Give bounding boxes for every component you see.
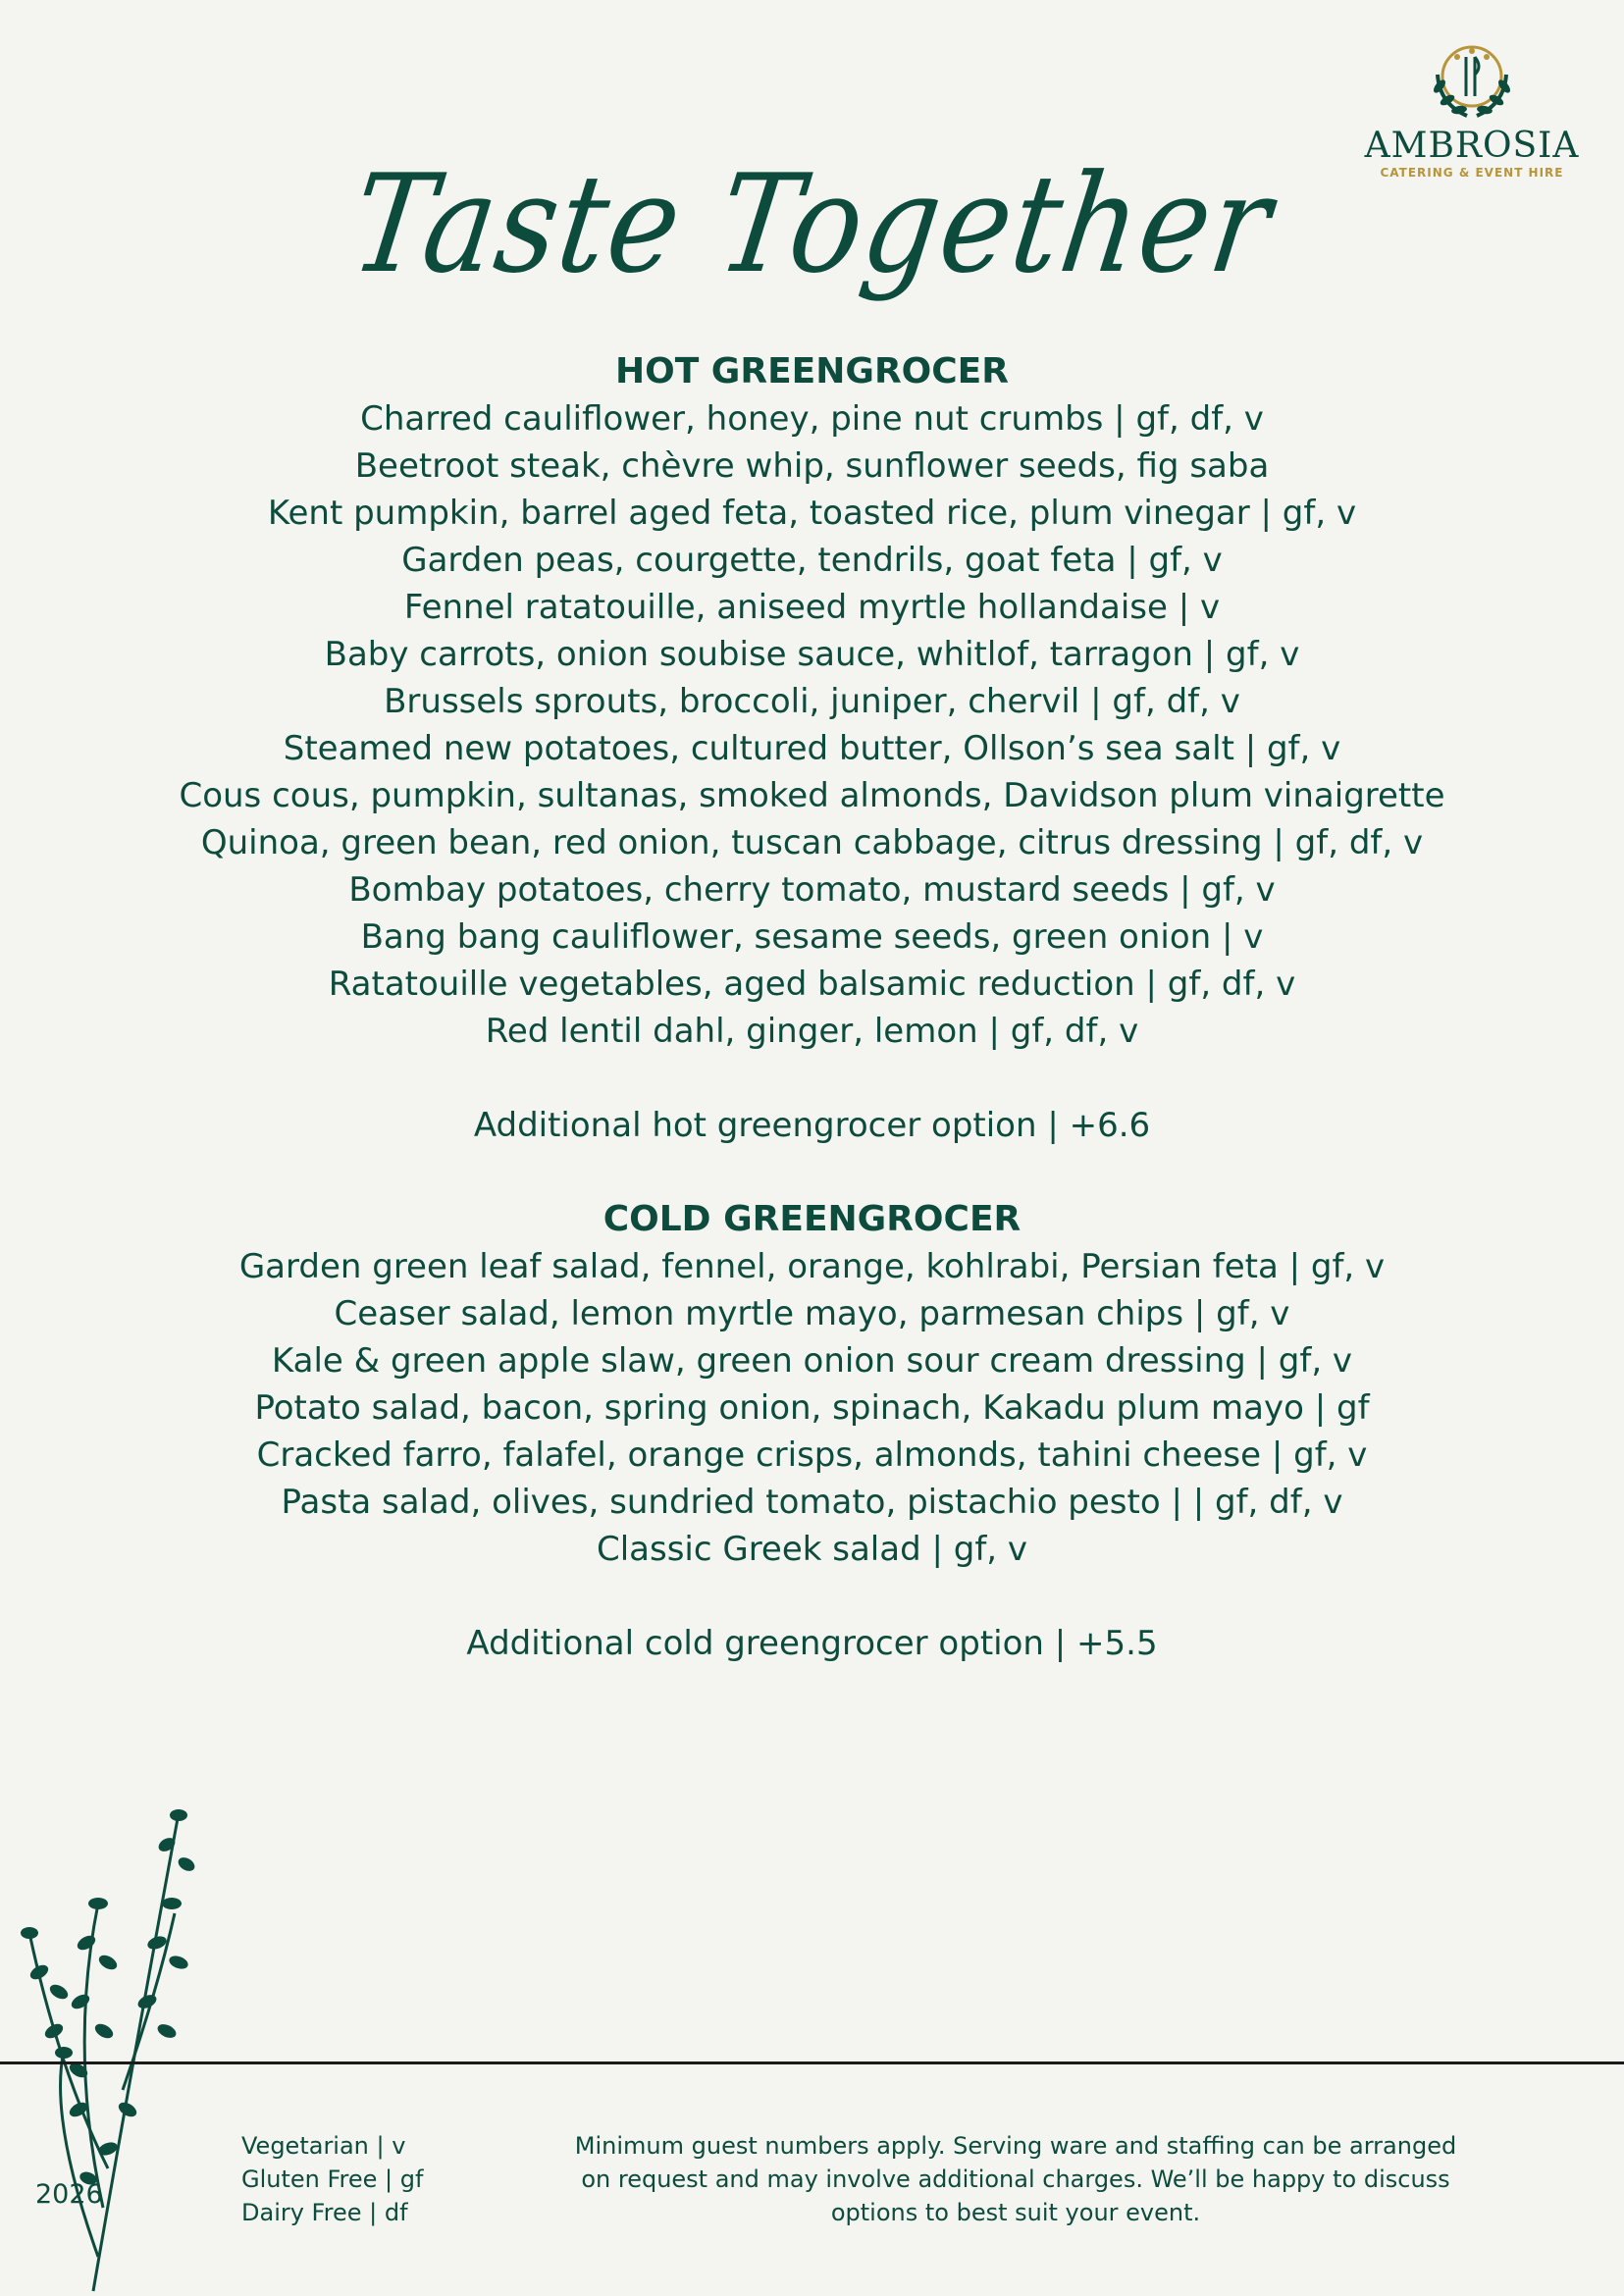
list-item: Baby carrots, onion soubise sauce, whitlof, tarragon | gf, v (324, 635, 1300, 674)
spacer (0, 1573, 1624, 1620)
list-item: Kent pumpkin, barrel aged feta, toasted rice, plum vinegar | gf, v (267, 494, 1357, 533)
brand-name: AMBROSIA (1364, 126, 1580, 166)
list-item: Brussels sprouts, broccoli, juniper, chervil | gf, df, v (384, 682, 1240, 721)
list-item: Quinoa, green bean, red onion, tuscan cabbage, citrus dressing | gf, df, v (200, 823, 1424, 862)
list-item: Ceaser salad, lemon myrtle mayo, parmesan chips | gf, v (334, 1294, 1290, 1333)
list-item: Potato salad, bacon, spring onion, spinach, Kakadu plum mayo | gf (254, 1388, 1370, 1428)
section-title-cold: COLD GREENGROCER (602, 1199, 1022, 1239)
list-item: Kale & green apple slaw, green onion sour cream dressing | gf, v (271, 1341, 1353, 1381)
list-item: Steamed new potatoes, cultured butter, Ollson’s sea salt | gf, v (283, 729, 1341, 768)
additional-hot-option: Additional hot greengrocer option | +6.6 (473, 1106, 1151, 1145)
spacer (0, 1149, 1624, 1196)
list-item: Bombay potatoes, cherry tomato, mustard seeds | gf, v (348, 870, 1276, 910)
list-item: Ratatouille vegetables, aged balsamic reduction | gf, df, v (328, 965, 1296, 1004)
page-title: Taste Together (342, 146, 1282, 304)
footer-note-line: Minimum guest numbers apply. Serving ware and staffing can be arranged (574, 2132, 1457, 2160)
footer-note (530, 2129, 1501, 2229)
list-item: Pasta salad, olives, sundried tomato, pistachio pesto | | gf, df, v (281, 1483, 1343, 1522)
list-item: Fennel ratatouille, aniseed myrtle hollandaise | v (403, 588, 1221, 627)
legend-item: Gluten Free | gf (241, 2166, 424, 2193)
brand-tagline: CATERING & EVENT HIRE (1380, 166, 1564, 180)
legend-item: Vegetarian | v (241, 2132, 406, 2160)
list-item: Cous cous, pumpkin, sultanas, smoked almonds, Davidson plum vinaigrette (179, 776, 1445, 815)
menu (0, 348, 1624, 1667)
list-item: Classic Greek salad | gf, v (596, 1530, 1028, 1569)
list-item: Red lentil dahl, ginger, lemon | gf, df, v (485, 1012, 1139, 1051)
footer-divider (0, 2061, 1624, 2064)
dietary-legend (241, 2129, 423, 2229)
legend-item: Dairy Free | df (241, 2199, 408, 2226)
thyme-sprig-icon (10, 1796, 206, 2296)
list-item: Bang bang cauliflower, sesame seeds, green onion | v (360, 917, 1264, 957)
list-item: Charred cauliflower, honey, pine nut crumbs | gf, df, v (360, 399, 1264, 439)
footer-year: 2026 (35, 2179, 103, 2210)
section-title-hot: HOT GREENGROCER (614, 351, 1009, 391)
spacer (0, 1055, 1624, 1102)
footer-note-line: on request and may involve additional charges. We’ll be happy to discuss (581, 2166, 1450, 2193)
list-item: Beetroot steak, chèvre whip, sunflower seeds, fig saba (354, 446, 1270, 486)
footer-note-line: options to best suit your event. (830, 2199, 1201, 2226)
additional-cold-option: Additional cold greengrocer option | +5.5 (466, 1624, 1158, 1663)
list-item: Garden green leaf salad, fennel, orange, kohlrabi, Persian feta | gf, v (238, 1247, 1386, 1286)
list-item: Cracked farro, falafel, orange crisps, almonds, tahini cheese | gf, v (256, 1435, 1368, 1475)
list-item: Garden peas, courgette, tendrils, goat feta | gf, v (401, 541, 1223, 580)
